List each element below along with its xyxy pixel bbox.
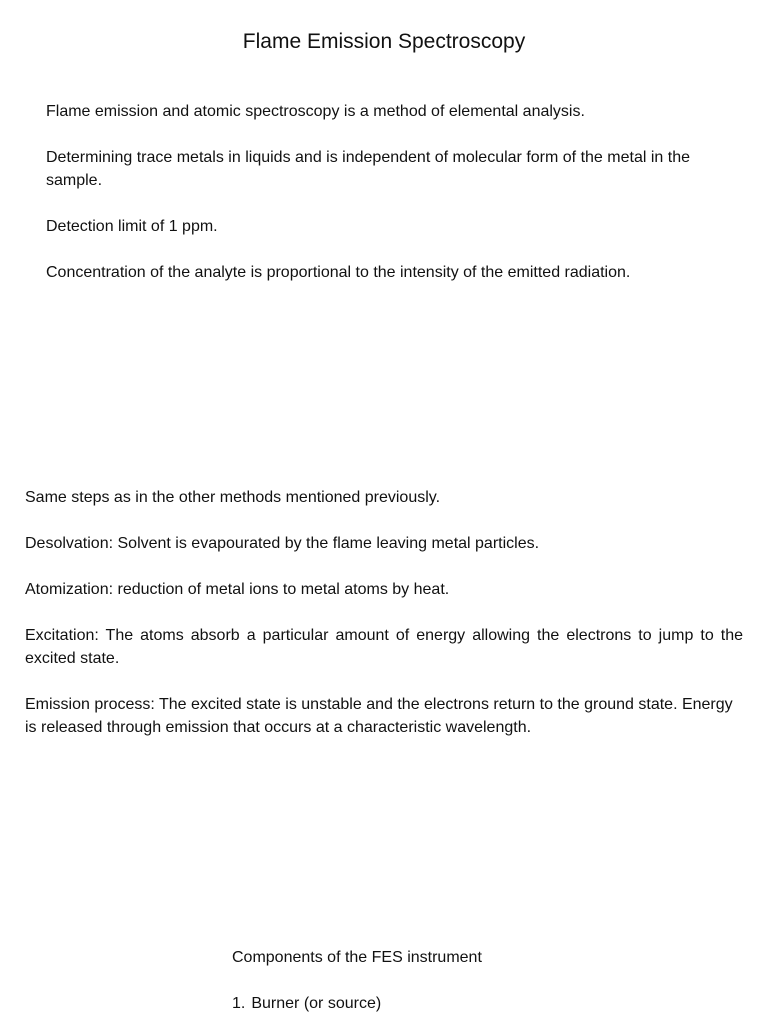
components-heading: Components of the FES instrument xyxy=(232,949,482,966)
process-paragraph: Same steps as in the other methods mentioned previously. xyxy=(25,489,441,506)
intro-section xyxy=(46,100,690,307)
components-section xyxy=(232,946,732,1015)
intro-paragraph: Flame emission and atomic spectroscopy is a method of elemental analysis. xyxy=(46,103,585,120)
list-item-number: 1. xyxy=(232,995,246,1012)
process-paragraph: Emission process: The excited state is unstable and the electrons return to the ground state. Energy is released through emission that occurs at a characteristic wavelength. xyxy=(25,696,733,736)
intro-paragraph: Concentration of the analyte is proportional to the intensity of the emitted radiation. xyxy=(46,264,631,281)
process-paragraph: Excitation: The atoms absorb a particular amount of energy allowing the electrons to jump to the excited state. xyxy=(25,627,743,667)
page-title: Flame Emission Spectroscopy xyxy=(242,30,526,53)
process-paragraph: Desolvation: Solvent is evapourated by the flame leaving metal particles. xyxy=(25,535,540,552)
intro-paragraph: Detection limit of 1 ppm. xyxy=(46,218,218,235)
intro-paragraph: Determining trace metals in liquids and is independent of molecular form of the metal in the sample. xyxy=(46,149,690,189)
list-item xyxy=(232,992,732,1015)
list-item-text: Burner (or source) xyxy=(251,995,382,1012)
process-section xyxy=(25,486,743,762)
process-paragraph: Atomization: reduction of metal ions to metal atoms by heat. xyxy=(25,581,450,598)
